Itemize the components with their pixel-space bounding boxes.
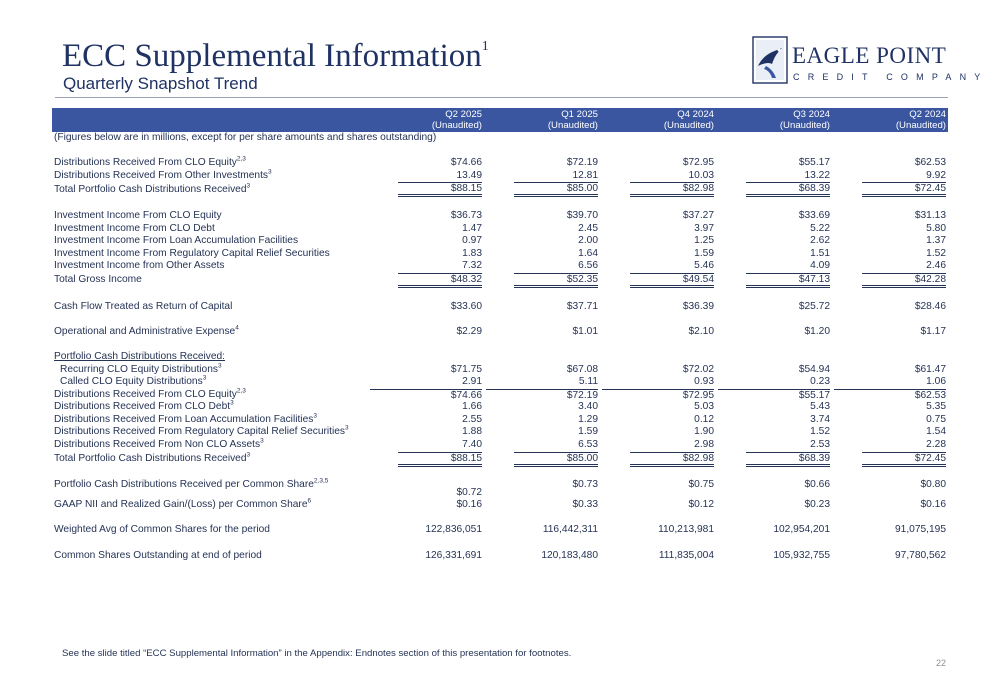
value-cell: 1.06 bbox=[926, 376, 946, 388]
table-row bbox=[52, 260, 948, 273]
table-row bbox=[52, 401, 948, 414]
row-label bbox=[52, 326, 368, 339]
table-row bbox=[52, 235, 948, 248]
value-cell: 1.52 bbox=[810, 426, 830, 438]
row-label-text: Investment Income from Other Assets bbox=[54, 260, 225, 272]
value-underline: $72.45 bbox=[862, 452, 946, 467]
value-cell: 2.53 bbox=[810, 439, 830, 451]
row-footnote-marker: 3 bbox=[246, 451, 251, 459]
table-note-row bbox=[52, 132, 948, 145]
value-cell: $0.75 bbox=[688, 479, 714, 491]
value-cell bbox=[600, 389, 716, 402]
value-cell: 1.66 bbox=[462, 401, 482, 413]
value-cell bbox=[832, 182, 948, 197]
value-underline: $48.32 bbox=[398, 273, 482, 288]
value-underline: $88.15 bbox=[398, 182, 482, 197]
row-label-text: Called CLO Equity Distributions bbox=[60, 376, 203, 388]
row-label bbox=[52, 182, 368, 197]
value-underline: $52.35 bbox=[514, 273, 598, 288]
value-cell: 2.28 bbox=[926, 439, 946, 451]
spacer-row bbox=[52, 338, 948, 351]
row-label bbox=[52, 260, 368, 273]
value-cell: 1.47 bbox=[462, 222, 482, 234]
value-cell: 9.92 bbox=[926, 169, 946, 181]
row-label-text: Total Portfolio Cash Distributions Received bbox=[54, 183, 247, 195]
value-underline: $47.13 bbox=[746, 273, 830, 288]
row-label bbox=[52, 389, 368, 402]
column-header-sub: (Unaudited) bbox=[431, 120, 482, 131]
value-cell: 3.74 bbox=[810, 413, 830, 425]
value-cell: $37.71 bbox=[566, 300, 598, 312]
value-cell: $0.16 bbox=[456, 499, 482, 511]
row-footnote-marker: 3 bbox=[345, 425, 349, 433]
table-row bbox=[52, 550, 948, 563]
value-cell: 5.46 bbox=[694, 260, 714, 272]
value-cell: 2.55 bbox=[462, 413, 482, 425]
column-header-label: Q3 2024 bbox=[793, 109, 830, 120]
row-label bbox=[52, 273, 368, 288]
value-cell: 2.98 bbox=[694, 439, 714, 451]
value-cell: 6.53 bbox=[578, 439, 598, 451]
value-cell: $72.02 bbox=[682, 363, 714, 375]
value-underline: $49.54 bbox=[630, 273, 714, 288]
spacer-cell bbox=[52, 338, 948, 351]
value-cell: 0.75 bbox=[926, 413, 946, 425]
value-cell bbox=[832, 389, 948, 402]
value-cell: 1.37 bbox=[926, 235, 946, 247]
column-header bbox=[600, 108, 716, 132]
value-cell: $71.75 bbox=[450, 363, 482, 375]
table-row bbox=[52, 248, 948, 261]
value-underline: $42.28 bbox=[862, 273, 946, 288]
value-cell: 1.25 bbox=[694, 235, 714, 247]
value-cell bbox=[368, 182, 484, 197]
column-header-sub: (Unaudited) bbox=[547, 120, 598, 131]
value-cell: 5.80 bbox=[926, 222, 946, 234]
spacer-cell bbox=[52, 512, 948, 525]
value-cell: $33.69 bbox=[798, 209, 830, 221]
row-label bbox=[52, 452, 368, 467]
value-cell: $72.95 bbox=[682, 157, 714, 169]
value-cell: $28.46 bbox=[914, 300, 946, 312]
table-row bbox=[52, 170, 948, 183]
value-cell bbox=[600, 351, 716, 364]
value-cell: $0.72 bbox=[456, 486, 482, 498]
spacer-cell bbox=[52, 145, 948, 158]
value-cell: 2.00 bbox=[578, 235, 598, 247]
value-cell: 111,835,004 bbox=[658, 549, 714, 561]
row-label bbox=[52, 499, 368, 512]
row-label-text: Recurring CLO Equity Distributions bbox=[60, 363, 218, 375]
row-label-text: Investment Income From CLO Equity bbox=[54, 209, 222, 221]
value-cell: $0.33 bbox=[572, 499, 598, 511]
column-header-label: Q2 2025 bbox=[445, 109, 482, 120]
value-cell bbox=[600, 452, 716, 467]
column-header bbox=[484, 108, 600, 132]
value-cell bbox=[716, 273, 832, 288]
value-cell: 1.51 bbox=[810, 247, 830, 259]
value-cell: 12.81 bbox=[572, 169, 598, 181]
value-cell: 0.12 bbox=[694, 413, 714, 425]
table-row bbox=[52, 223, 948, 236]
value-cell: 5.11 bbox=[578, 376, 598, 388]
value-cell: $39.70 bbox=[566, 209, 598, 221]
spacer-row bbox=[52, 145, 948, 158]
value-cell: $25.72 bbox=[798, 300, 830, 312]
row-label-text: Distributions Received From Regulatory Capital Relief Securities bbox=[54, 426, 346, 438]
value-cell bbox=[484, 182, 600, 197]
row-label bbox=[52, 414, 368, 427]
value-cell bbox=[484, 452, 600, 467]
value-cell: 3.97 bbox=[694, 222, 714, 234]
value-cell: $33.60 bbox=[450, 300, 482, 312]
value-cell bbox=[484, 273, 600, 288]
row-label bbox=[52, 210, 368, 223]
column-header-label: Q2 2024 bbox=[909, 109, 946, 120]
row-footnote-marker: 3 bbox=[217, 362, 222, 370]
value-cell: $61.47 bbox=[914, 363, 946, 375]
row-label bbox=[52, 223, 368, 236]
row-footnote-marker: 3 bbox=[268, 168, 272, 176]
table-row bbox=[52, 426, 948, 439]
value-cell: 120,183,480 bbox=[541, 549, 598, 561]
table-row bbox=[52, 452, 948, 467]
row-label-text: Distributions Received From Other Investments bbox=[54, 169, 269, 181]
value-cell: $2.29 bbox=[456, 325, 482, 337]
spacer-cell bbox=[52, 288, 948, 301]
value-cell: 1.90 bbox=[694, 426, 714, 438]
logo-subtitle: CREDIT COMPANY bbox=[793, 72, 989, 82]
row-footnote-marker: 3 bbox=[313, 412, 317, 420]
value-cell: 5.03 bbox=[694, 401, 714, 413]
row-label-text: Weighted Avg of Common Shares for the period bbox=[54, 524, 270, 536]
value-cell: $54.94 bbox=[798, 363, 830, 375]
row-label bbox=[52, 550, 368, 563]
column-header-sub: (Unaudited) bbox=[779, 120, 830, 131]
value-cell: 1.64 bbox=[578, 247, 598, 259]
spacer-row bbox=[52, 288, 948, 301]
value-cell: $37.27 bbox=[682, 209, 714, 221]
value-cell: 1.83 bbox=[462, 247, 482, 259]
table-row bbox=[52, 414, 948, 427]
value-cell: 7.32 bbox=[462, 260, 482, 272]
value-cell: $0.73 bbox=[572, 479, 598, 491]
row-label bbox=[52, 235, 368, 248]
value-cell bbox=[600, 182, 716, 197]
value-cell: 3.40 bbox=[578, 401, 598, 413]
value-underline: $74.66 bbox=[370, 389, 482, 401]
value-underline: $72.95 bbox=[602, 389, 714, 401]
company-logo bbox=[752, 36, 989, 88]
table-row bbox=[52, 351, 948, 364]
row-label-text: Total Gross Income bbox=[54, 274, 142, 286]
value-cell: 1.54 bbox=[926, 426, 946, 438]
column-header bbox=[832, 108, 948, 132]
row-label bbox=[52, 157, 368, 170]
value-underline: $82.98 bbox=[630, 452, 714, 467]
value-cell: 97,780,562 bbox=[895, 549, 946, 561]
value-underline: $62.53 bbox=[834, 389, 946, 401]
row-footnote-marker: 4 bbox=[235, 324, 239, 332]
value-cell: $1.20 bbox=[804, 325, 830, 337]
value-cell bbox=[716, 452, 832, 467]
value-cell: 2.46 bbox=[926, 260, 946, 272]
value-cell: 126,331,691 bbox=[425, 549, 482, 561]
spacer-cell bbox=[52, 313, 948, 326]
row-label-text: Portfolio Cash Distributions Received: bbox=[54, 350, 225, 362]
spacer-row bbox=[52, 512, 948, 525]
row-label-text: Distributions Received From CLO Equity bbox=[54, 388, 237, 400]
row-footnote-marker: 2,3 bbox=[236, 387, 246, 395]
footnote: See the slide titled “ECC Supplemental Information” in the Appendix: Endnotes section of this presentation for footnotes. bbox=[62, 648, 572, 659]
row-label-text: Total Portfolio Cash Distributions Received bbox=[54, 452, 247, 464]
spacer-cell bbox=[52, 197, 948, 210]
table-row bbox=[52, 439, 948, 452]
value-cell: 4.09 bbox=[810, 260, 830, 272]
row-label-text: Distributions Received From Non CLO Assets bbox=[54, 439, 261, 451]
row-footnote-marker: 3 bbox=[230, 399, 234, 407]
value-cell bbox=[484, 389, 600, 402]
value-cell: 1.59 bbox=[694, 247, 714, 259]
row-label-text: Distributions Received From Loan Accumulation Facilities bbox=[54, 413, 314, 425]
value-underline: $85.00 bbox=[514, 182, 598, 197]
value-underline: $55.17 bbox=[718, 389, 830, 401]
table-row bbox=[52, 326, 948, 339]
logo-name: EAGLE POINT bbox=[792, 43, 947, 68]
column-header-label: Q4 2024 bbox=[677, 109, 714, 120]
row-label-text: GAAP NII and Realized Gain/(Loss) per Common Share bbox=[54, 499, 308, 511]
value-cell: $0.23 bbox=[804, 499, 830, 511]
row-label bbox=[52, 524, 368, 537]
title-footnote-marker: 1 bbox=[481, 39, 489, 54]
spacer-cell bbox=[52, 537, 948, 550]
table-row bbox=[52, 389, 948, 402]
spacer-row bbox=[52, 197, 948, 210]
table-note: (Figures below are in millions, except for per share amounts and shares outstanding) bbox=[54, 132, 437, 143]
value-cell: 10.03 bbox=[688, 169, 714, 181]
value-cell: $55.17 bbox=[798, 157, 830, 169]
value-cell bbox=[832, 273, 948, 288]
value-cell: $62.53 bbox=[914, 157, 946, 169]
table-row bbox=[52, 364, 948, 377]
value-cell: 1.52 bbox=[926, 247, 946, 259]
value-cell: $31.13 bbox=[914, 209, 946, 221]
value-cell: 13.22 bbox=[804, 169, 830, 181]
value-cell bbox=[484, 351, 600, 364]
value-cell: $36.39 bbox=[682, 300, 714, 312]
spacer-cell bbox=[52, 467, 948, 480]
table-row bbox=[52, 479, 948, 499]
value-cell: $0.66 bbox=[804, 479, 830, 491]
value-cell: 1.29 bbox=[578, 413, 598, 425]
row-footnote-marker: 3 bbox=[202, 374, 207, 382]
value-cell bbox=[368, 351, 484, 364]
value-cell bbox=[600, 273, 716, 288]
row-footnote-marker: 2,3,5 bbox=[313, 477, 329, 485]
value-cell: 110,213,981 bbox=[658, 524, 714, 536]
row-label bbox=[52, 301, 368, 314]
value-cell: $0.16 bbox=[920, 499, 946, 511]
value-cell: 122,836,051 bbox=[425, 524, 482, 536]
value-cell: 116,442,311 bbox=[542, 524, 598, 536]
value-cell: 0.23 bbox=[810, 376, 830, 388]
value-cell bbox=[368, 389, 484, 402]
row-label-text: Cash Flow Treated as Return of Capital bbox=[54, 300, 233, 312]
value-cell bbox=[716, 351, 832, 364]
table-row bbox=[52, 210, 948, 223]
row-label bbox=[52, 376, 368, 389]
table-row bbox=[52, 376, 948, 389]
value-cell bbox=[368, 452, 484, 467]
value-cell: $0.12 bbox=[688, 499, 714, 511]
value-cell: 0.93 bbox=[694, 376, 714, 388]
value-cell: 2.62 bbox=[810, 235, 830, 247]
row-label-text: Distributions Received From CLO Equity bbox=[54, 157, 237, 169]
table-row bbox=[52, 157, 948, 170]
snapshot-table bbox=[52, 108, 948, 562]
row-label bbox=[52, 364, 368, 377]
value-cell: 105,932,755 bbox=[773, 549, 830, 561]
table-body bbox=[52, 132, 948, 562]
table-row bbox=[52, 499, 948, 512]
value-cell: $1.01 bbox=[572, 325, 598, 337]
column-header-sub: (Unaudited) bbox=[895, 120, 946, 131]
value-underline: $72.45 bbox=[862, 182, 946, 197]
value-cell bbox=[716, 182, 832, 197]
value-underline: $72.19 bbox=[486, 389, 598, 401]
value-cell: 2.91 bbox=[462, 376, 482, 388]
page-title bbox=[62, 38, 489, 75]
value-underline: $68.39 bbox=[746, 452, 830, 467]
value-cell: 5.22 bbox=[810, 222, 830, 234]
row-label-text: Distributions Received From CLO Debt bbox=[54, 401, 231, 413]
value-cell: $36.73 bbox=[450, 209, 482, 221]
table-row bbox=[52, 182, 948, 197]
spacer-row bbox=[52, 313, 948, 326]
value-cell: 5.43 bbox=[810, 401, 830, 413]
row-label-text: Investment Income From Loan Accumulation Facilities bbox=[54, 235, 299, 247]
value-underline: $82.98 bbox=[630, 182, 714, 197]
row-footnote-marker: 3 bbox=[260, 437, 264, 445]
table-row bbox=[52, 301, 948, 314]
row-footnote-marker: 2,3 bbox=[236, 155, 246, 163]
row-label bbox=[52, 248, 368, 261]
spacer-row bbox=[52, 467, 948, 480]
value-cell: 7.40 bbox=[462, 439, 482, 451]
value-cell: 6.56 bbox=[578, 260, 598, 272]
value-cell: $72.19 bbox=[566, 157, 598, 169]
value-cell: $67.08 bbox=[566, 363, 598, 375]
row-label bbox=[52, 426, 368, 439]
value-cell: 13.49 bbox=[456, 169, 482, 181]
value-cell: $1.17 bbox=[920, 325, 946, 337]
spacer-row bbox=[52, 537, 948, 550]
value-underline: $85.00 bbox=[514, 452, 598, 467]
value-cell: $74.66 bbox=[450, 157, 482, 169]
table-header-row bbox=[52, 108, 948, 132]
eagle-emblem-icon bbox=[752, 36, 788, 84]
value-cell: 1.59 bbox=[578, 426, 598, 438]
table-header-blank bbox=[52, 108, 368, 132]
row-label bbox=[52, 170, 368, 183]
row-label bbox=[52, 401, 368, 414]
row-label-text: Operational and Administrative Expense bbox=[54, 325, 236, 337]
value-cell: $2.10 bbox=[688, 325, 714, 337]
value-cell: 0.97 bbox=[462, 235, 482, 247]
value-cell: 5.35 bbox=[926, 401, 946, 413]
column-header bbox=[716, 108, 832, 132]
row-label-text: Investment Income From Regulatory Capital Relief Securities bbox=[54, 247, 330, 259]
value-cell: 102,954,201 bbox=[773, 524, 830, 536]
row-label bbox=[52, 351, 368, 364]
value-cell: 1.88 bbox=[462, 426, 482, 438]
value-cell bbox=[368, 273, 484, 288]
column-header-sub: (Unaudited) bbox=[663, 120, 714, 131]
table-row bbox=[52, 524, 948, 537]
row-label-text: Investment Income From CLO Debt bbox=[54, 222, 215, 234]
row-label-text: Common Shares Outstanding at end of period bbox=[54, 549, 262, 561]
value-cell bbox=[832, 351, 948, 364]
page-number: 22 bbox=[936, 658, 947, 668]
column-header bbox=[368, 108, 484, 132]
value-underline: $68.39 bbox=[746, 182, 830, 197]
row-footnote-marker: 3 bbox=[246, 182, 251, 190]
table-row bbox=[52, 273, 948, 288]
row-label-text: Portfolio Cash Distributions Received per Common Share bbox=[54, 479, 314, 491]
value-cell bbox=[832, 452, 948, 467]
header-divider bbox=[55, 97, 948, 98]
value-cell: 2.45 bbox=[578, 222, 598, 234]
row-footnote-marker: 6 bbox=[307, 497, 312, 505]
value-underline: $88.15 bbox=[398, 452, 482, 467]
column-header-label: Q1 2025 bbox=[561, 109, 598, 120]
row-label bbox=[52, 479, 368, 499]
page-subtitle: Quarterly Snapshot Trend bbox=[63, 74, 258, 93]
row-label bbox=[52, 439, 368, 452]
value-cell: $0.80 bbox=[920, 479, 946, 491]
value-cell: 91,075,195 bbox=[895, 524, 946, 536]
page-title-text: ECC Supplemental Information bbox=[62, 38, 482, 74]
value-cell bbox=[716, 389, 832, 402]
